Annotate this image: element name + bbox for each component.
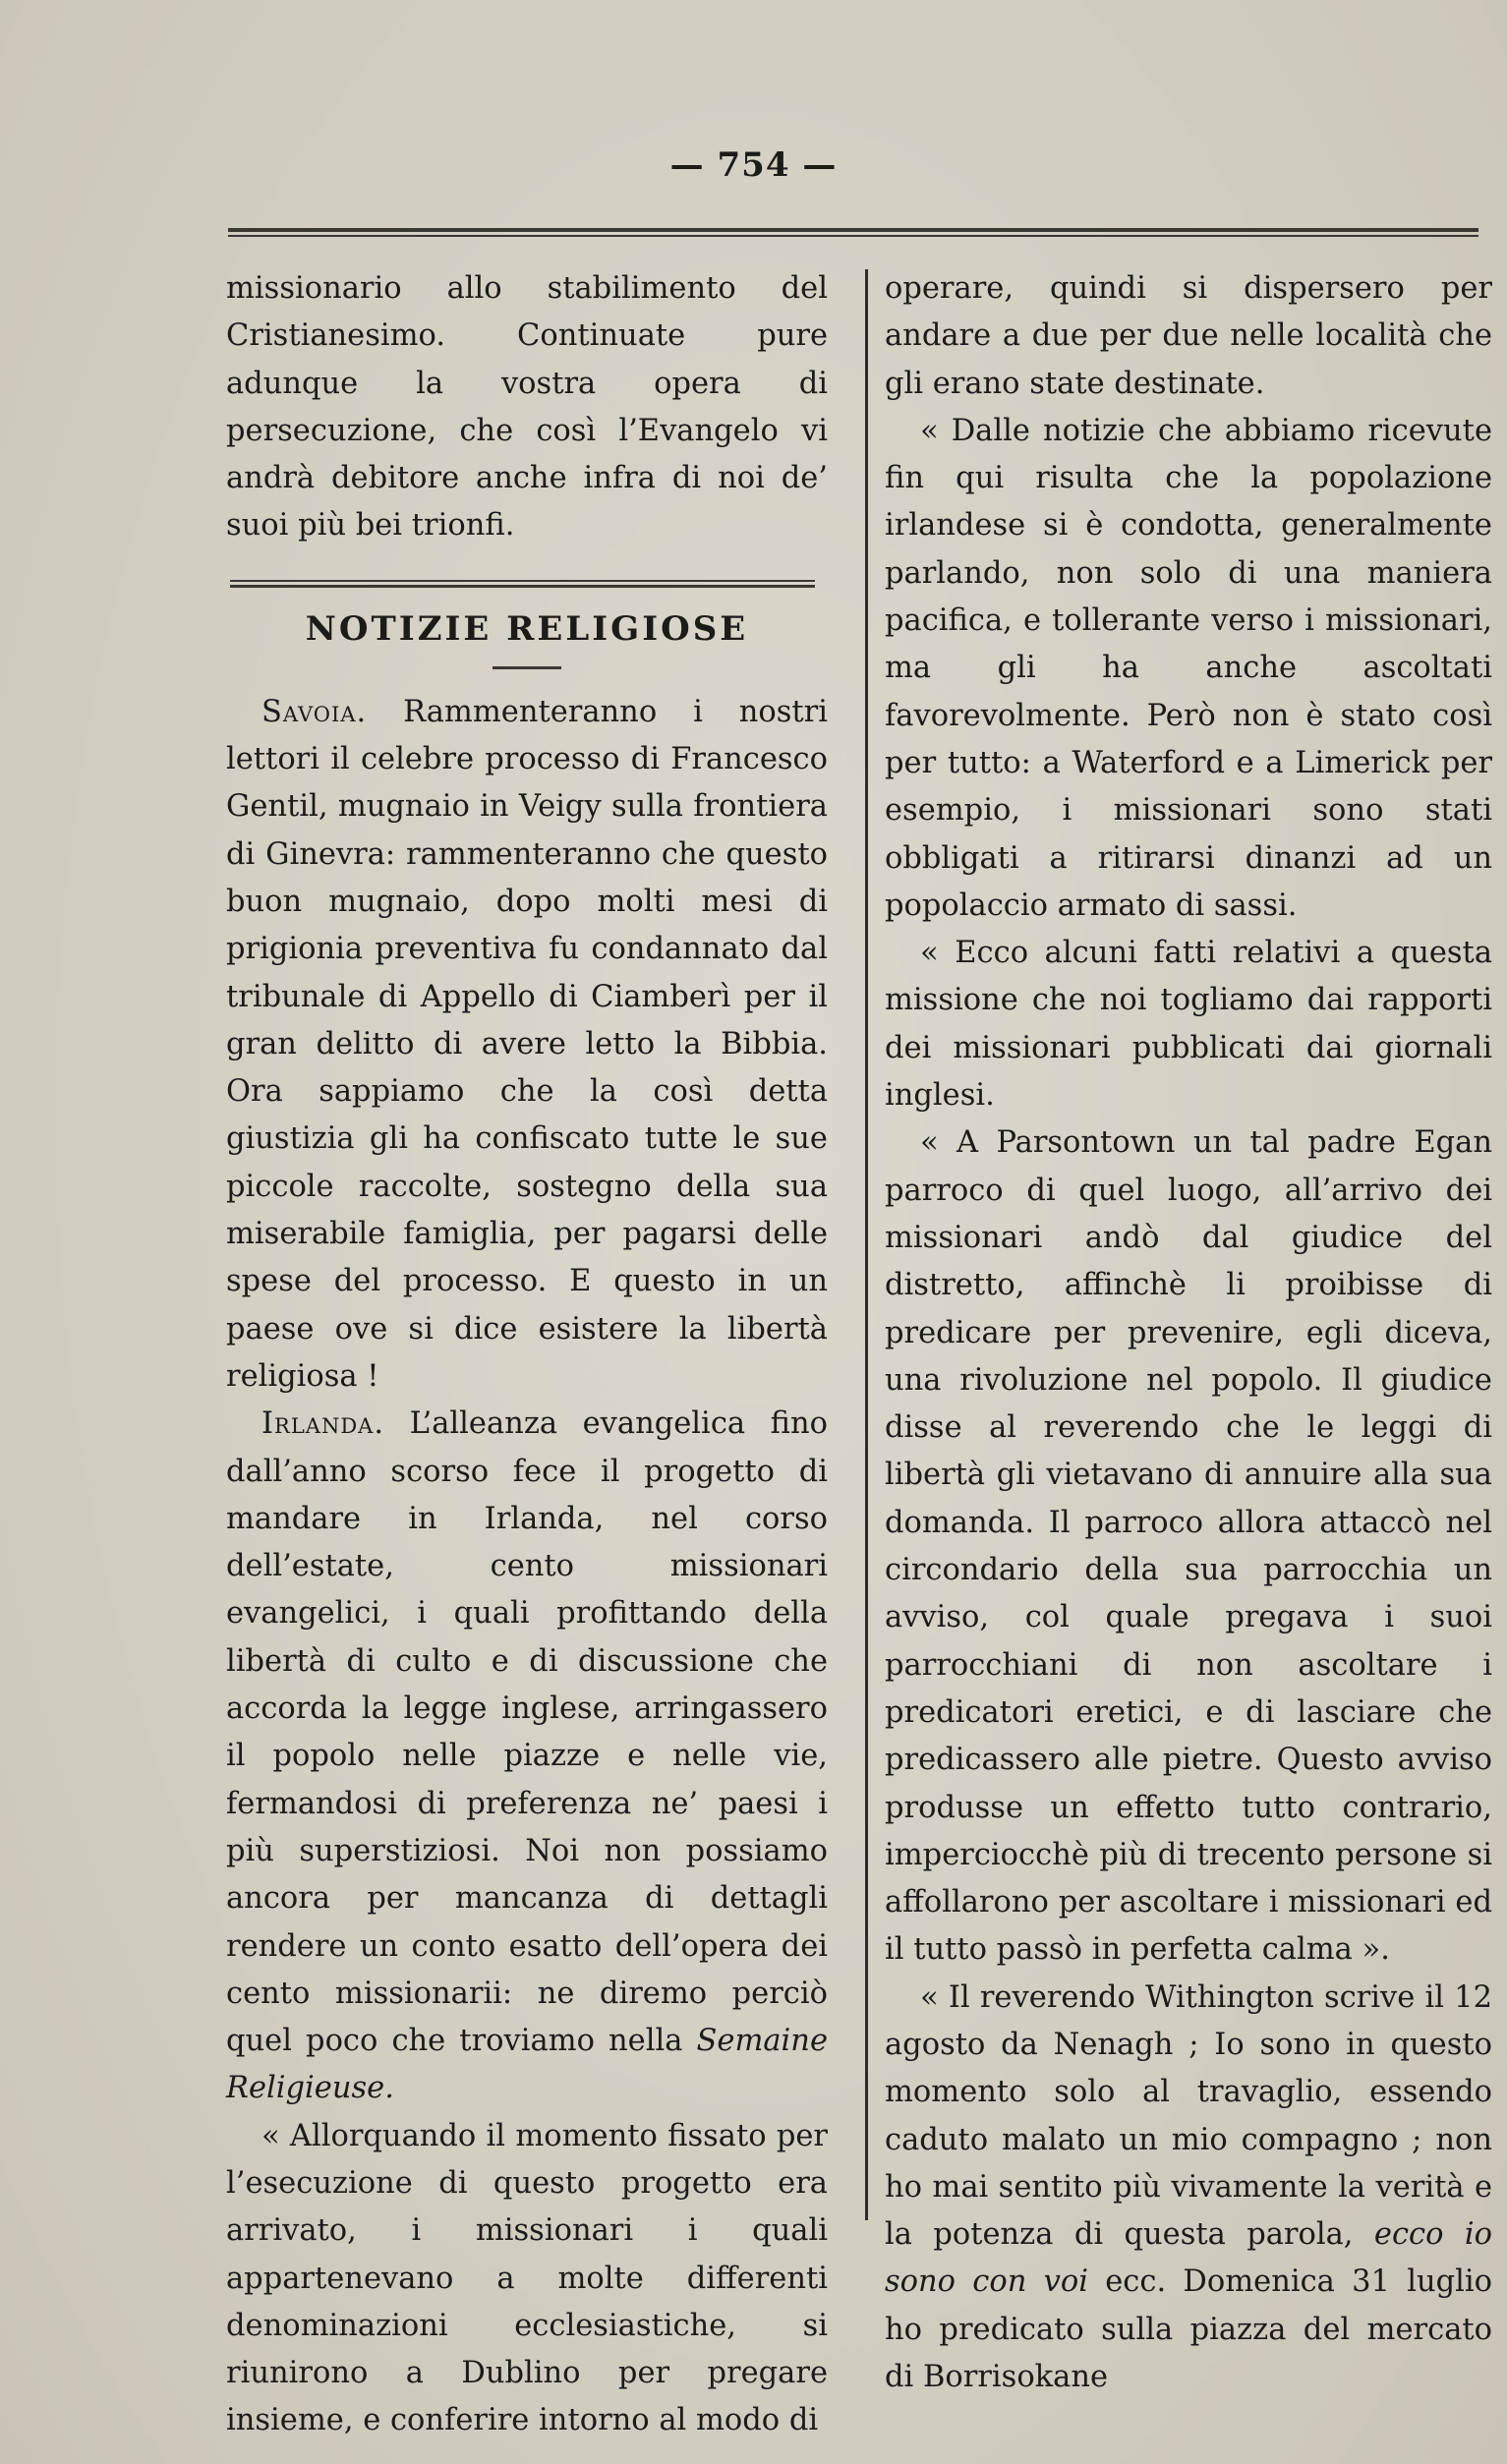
heading-underline (493, 666, 561, 669)
fatti-paragraph: « Ecco alcuni fatti relativi a questa missione che noi togliamo dai rapporti dei missionari pubblicati dai giornali inglesi. (885, 936, 1492, 1114)
page-number: — 754 — (669, 145, 838, 185)
withington-italic: ecco io sono con voi (885, 2217, 1492, 2300)
irlanda-text: L’alleanza evangelica fino dall’anno scorso fece il progetto di mandare in Irlanda, nel corso dell’estate, cento missionari evangelici, i quali profittando della libertà di culto e di discussione che accorda la legge inglese, arringassero il popolo nelle piazze e nelle vie, fermandosi di preferenza ne’ paesi i più superstiziosi. Noi non possiamo ancora per mancanza di dettagli rendere un conto esatto dell’opera dei cento missionarii: ne diremo perciò quel poco che troviamo nella (226, 1406, 828, 2059)
right-continuation-paragraph: operare, quindi si dispersero per andare a due per due nelle località che gli erano state destinate. (885, 271, 1492, 401)
savoia-text: Rammenteranno i nostri lettori il celebre processo di Francesco Gentil, mugnaio in Veigy sulla frontiera di Ginevra: rammenteranno che questo buon mugnaio, dopo molti mesi di prigionia preventiva fu condannato dal tribunale di Appello di Ciamberì per il gran delitto di avere letto la Bibbia. Ora sappiamo che la così detta giustizia gli ha confiscato tutte le sue piccole raccolte, sostegno della sua miserabile famiglia, per pagarsi delle spese del processo. E questo in un paese ove si dice esistere la libertà religiosa ! (226, 694, 828, 1394)
parsontown-paragraph: « A Parsontown un tal padre Egan parroco di quel luogo, all’arrivo dei missionari andò dal giudice del distretto, affinchè li proibisse di predicare per prevenire, egli diceva, una rivoluzione nel popolo. Il giudice disse al reverendo che le leggi di libertà gli vietavano di annuire alla sua domanda. Il parroco allora attaccò nel circondario della sua parrocchia un avviso, col quale pregava i suoi parrocchiani di non ascoltare i predicatori eretici, e di lasciare che predicassero alle pietre. Questo avviso produsse un effetto tutto contrario, imperciocchè più di trecento persone si affollarono per ascoltare i missionari ed il tutto passò in perfetta calma ». (885, 1125, 1492, 1968)
left-intro-paragraph: missionario allo stabilimento del Cristianesimo. Continuate pure adunque la vostra opera di persecuzione, che così l’Evangelo vi andrà debitore anche infra di noi de’ suoi più bei trionfi. (226, 271, 828, 544)
allorquando-paragraph: « Allorquando il momento fissato per l’esecuzione di questo progetto era arrivato, i missionari i quali appartenevano a molte differenti denominazioni ecclesiastiche, si riunirono a Dublino per pregare insieme, e conferire intorno al modo di (226, 2118, 828, 2438)
irlanda-lead: Irlanda. (261, 1406, 385, 1442)
savoia-lead: Savoia. (261, 694, 368, 729)
irlanda-paragraph (226, 1401, 828, 2112)
withington-tail: ecc. Domenica 31 luglio ho predicato sulla piazza del mercato di Borrisokane (885, 2264, 1492, 2395)
section-heading: NOTIZIE RELIGIOSE (305, 608, 749, 649)
column-divider (865, 269, 868, 2220)
notizie-paragraph: « Dalle notizie che abbiamo ricevute fin qui risulta che la popolazione irlandese si è condotta, generalmente parlando, non solo di una maniera pacifica, e tollerante verso i missionari, ma gli ha anche ascoltati favorevolmente. Però non è stato così per tutto: a Waterford e a Limerick per esempio, i missionari sono stati obbligati a ritirarsi dinanzi ad un popolaccio armato di sassi. (885, 413, 1492, 923)
withington-paragraph (885, 1975, 1492, 2402)
withington-text: « Il reverendo Withington scrive il 12 agosto da Nenagh ; Io sono in questo momento solo al travaglio, essendo caduto malato un mio compagno ; non ho mai sentito più vivamente la verità e la potenza di questa parola, (885, 1979, 1492, 2253)
savoia-paragraph (226, 689, 828, 1401)
irlanda-italic-title: Semaine Religieuse. (226, 2024, 828, 2106)
left-column (226, 265, 828, 2445)
header-rule (228, 228, 1478, 237)
right-column (885, 265, 1492, 2401)
section-divider (230, 580, 815, 588)
